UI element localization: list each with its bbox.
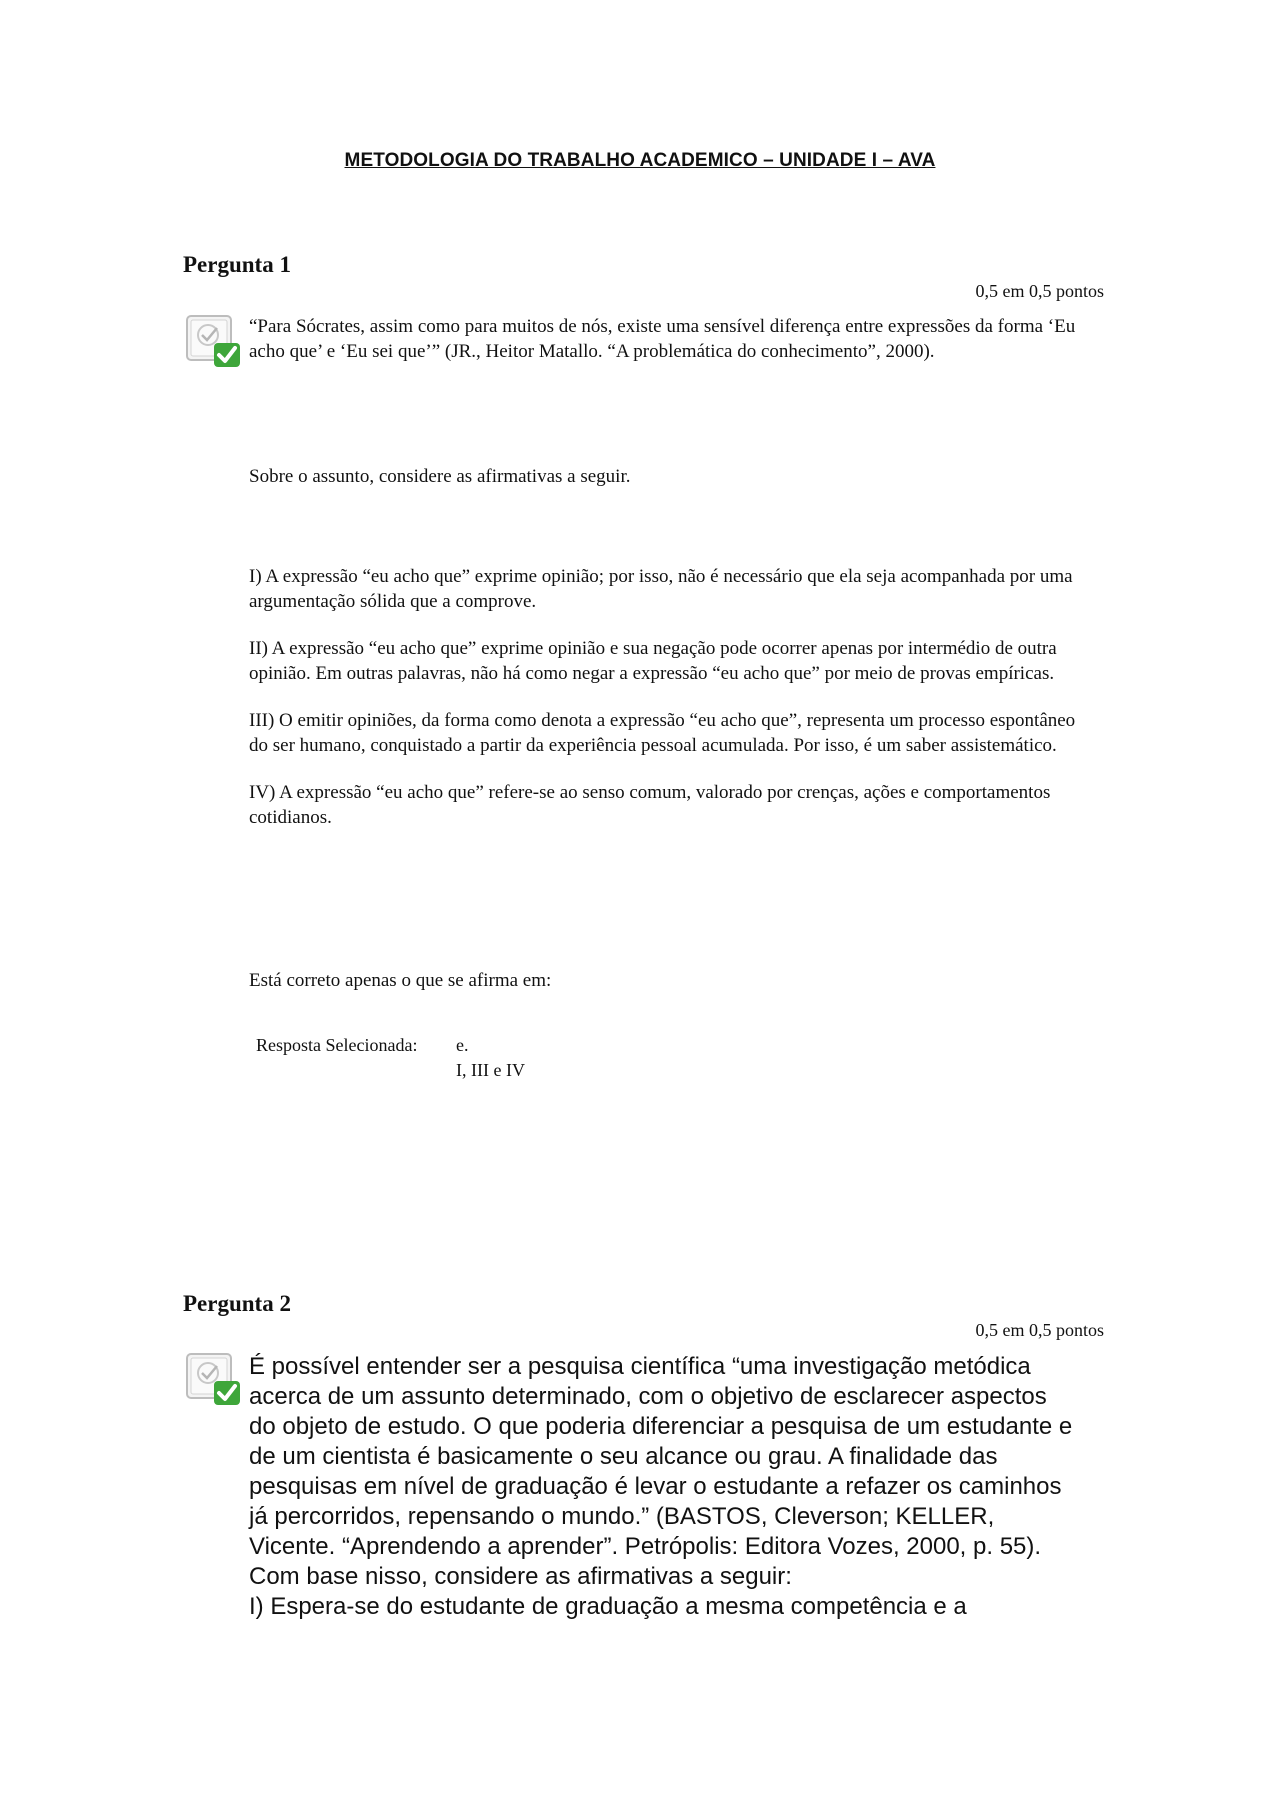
selected-answer-text: I, III e IV: [456, 1060, 525, 1080]
statement-item: II) A expressão “eu acho que” exprime opinião e sua negação pode ocorrer apenas por intermédio de outra opinião. Em outras palavras, não há como negar a expressão “eu acho que” por meio de provas empíricas.: [249, 638, 1057, 684]
selected-answer-letter: e.: [456, 1035, 469, 1055]
question-2-heading: Pergunta 2: [183, 1291, 291, 1316]
question-1-intro-block: [249, 464, 1079, 489]
statement-item: IV) A expressão “eu acho que” refere-se ao senso comum, valorado por crenças, ações e comportamentos cotidianos.: [249, 782, 1051, 828]
question-2-points: 0,5 em 0,5 pontos: [975, 1320, 1104, 1340]
question-1-quote: “Para Sócrates, assim como para muitos de nós, existe uma sensível diferença entre expressões da forma ‘Eu acho que’ e ‘Eu sei que’” (JR., Heitor Matallo. “A problemática do conhecimento”, 2000).: [249, 316, 1076, 362]
selected-answer-label: Resposta Selecionada:: [256, 1035, 418, 1055]
correct-check-icon: [184, 1351, 242, 1407]
question-1-intro: Sobre o assunto, considere as afirmativas a seguir.: [249, 466, 631, 487]
question-1-prompt-block: [249, 968, 1079, 993]
statement-item: III) O emitir opiniões, da forma como denota a expressão “eu acho que”, representa um processo espontâneo do ser humano, conquistado a partir da experiência pessoal acumulada. Por isso, é um saber assistemático.: [249, 710, 1076, 756]
question-2-paragraph: I) Espera-se do estudante de graduação a mesma competência e a: [249, 1593, 967, 1620]
question-2-paragraph: É possível entender ser a pesquisa científica “uma investigação metódica acerca de um assunto determinado, com o objetivo de esclarecer aspectos do objeto de estudo. O que poderia diferenciar a pesquisa de um estudante e de um cientista é basicamente o seu alcance ou grau. A finalidade das pesquisas em nível de graduação é levar o estudante a refazer os caminhos já percorridos, repensando o mundo.” (BASTOS, Cleverson; KELLER, Vicente. “Aprendendo a aprender”. Petrópolis: Editora Vozes, 2000, p. 55).: [249, 1353, 1073, 1560]
correct-check-icon: [184, 313, 242, 369]
question-2-paragraph: Com base nisso, considere as afirmativas a seguir:: [249, 1563, 792, 1590]
question-2-body: [249, 1352, 1079, 1622]
document-title: METODOLOGIA DO TRABALHO ACADEMICO – UNIDADE I – AVA: [344, 150, 936, 171]
question-1-heading: Pergunta 1: [183, 252, 291, 277]
question-1-statements: [249, 564, 1079, 830]
question-1-body: [249, 314, 1079, 364]
statement-item: I) A expressão “eu acho que” exprime opinião; por isso, não é necessário que ela seja acompanhada por uma argumentação sólida que a comprove.: [249, 566, 1073, 612]
question-1-points: 0,5 em 0,5 pontos: [975, 281, 1104, 301]
question-1-prompt: Está correto apenas o que se afirma em:: [249, 970, 552, 991]
